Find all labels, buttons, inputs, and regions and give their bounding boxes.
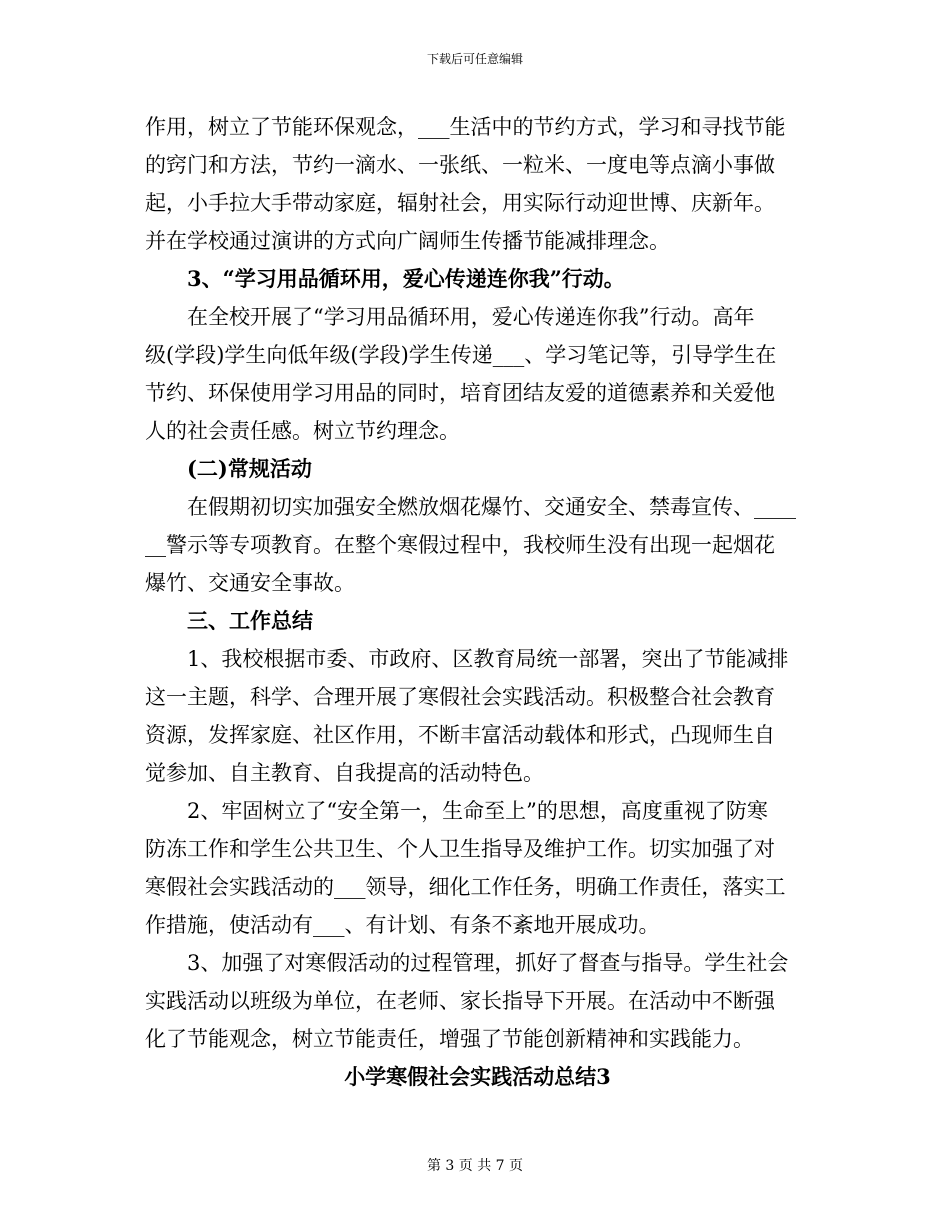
- document-body: [145, 108, 810, 1096]
- section-heading: (二)常规活动: [187, 456, 312, 481]
- page-footer: 第 3 页 共 7 页: [426, 1158, 524, 1174]
- body-line: 起，小手拉大手带动家庭，辐射社会，用实际行动迎世博、庆新年。: [145, 191, 775, 215]
- body-line: 资源，发挥家庭、社区作用，不断丰富活动载体和形式，凸现师生自: [145, 723, 775, 747]
- body-line: 并在学校通过演讲的方式向广阔师生传播节能减排理念。: [145, 229, 670, 253]
- body-line: 在全校开展了“学习用品循环用，爱心传递连你我”行动。高年: [187, 305, 755, 329]
- page-header: 下载后可任意编辑: [426, 52, 523, 66]
- body-line: 实践活动以班级为单位，在老师、家长指导下开展。在活动中不断强: [145, 989, 775, 1013]
- section-heading: 三、工作总结: [187, 608, 313, 633]
- body-line: 人的社会责任感。树立节约理念。: [145, 419, 460, 443]
- body-line: 爆竹、交通安全事故。: [145, 571, 355, 595]
- body-line: 防冻工作和学生公共卫生、个人卫生指导及维护工作。切实加强了对: [145, 837, 775, 861]
- body-line: 寒假社会实践活动的___领导，细化工作任务，明确工作责任，落实工: [145, 875, 786, 899]
- body-line: 节约、环保使用学习用品的同时，培育团结友爱的道德素养和关爱他: [145, 381, 775, 405]
- body-line: 3、加强了对寒假活动的过程管理，抓好了督查与指导。学生社会: [187, 951, 789, 975]
- body-line: 2、牢固树立了“安全第一，生命至上”的思想，高度重视了防寒: [187, 799, 768, 823]
- body-line: 作措施，使活动有___、有计划、有条不紊地开展成功。: [145, 913, 660, 937]
- body-line: 觉参加、自主教育、自我提高的活动特色。: [145, 761, 544, 785]
- body-line: __警示等专项教育。在整个寒假过程中，我校师生没有出现一起烟花: [145, 533, 775, 557]
- body-line: 在假期初切实加强安全燃放烟花爆竹、交通安全、禁毒宣传、____: [187, 495, 796, 519]
- body-line: 这一主题，科学、合理开展了寒假社会实践活动。积极整合社会教育: [145, 685, 775, 709]
- body-line: 的窍门和方法，节约一滴水、一张纸、一粒米、一度电等点滴小事做: [145, 153, 775, 177]
- body-line: 级(学段)学生向低年级(学段)学生传递___、学习笔记等，引导学生在: [145, 343, 777, 367]
- section-heading: 3、“学习用品循环用，爱心传递连你我”行动。: [187, 266, 625, 291]
- body-line: 化了节能观念，树立节能责任，增强了节能创新精神和实践能力。: [145, 1027, 754, 1051]
- body-line: 作用，树立了节能环保观念，___生活中的节约方式，学习和寻找节能: [145, 115, 786, 139]
- document-title: 小学寒假社会实践活动总结3: [344, 1064, 611, 1089]
- body-line: 1、我校根据市委、市政府、区教育局统一部署，突出了节能减排: [187, 647, 789, 671]
